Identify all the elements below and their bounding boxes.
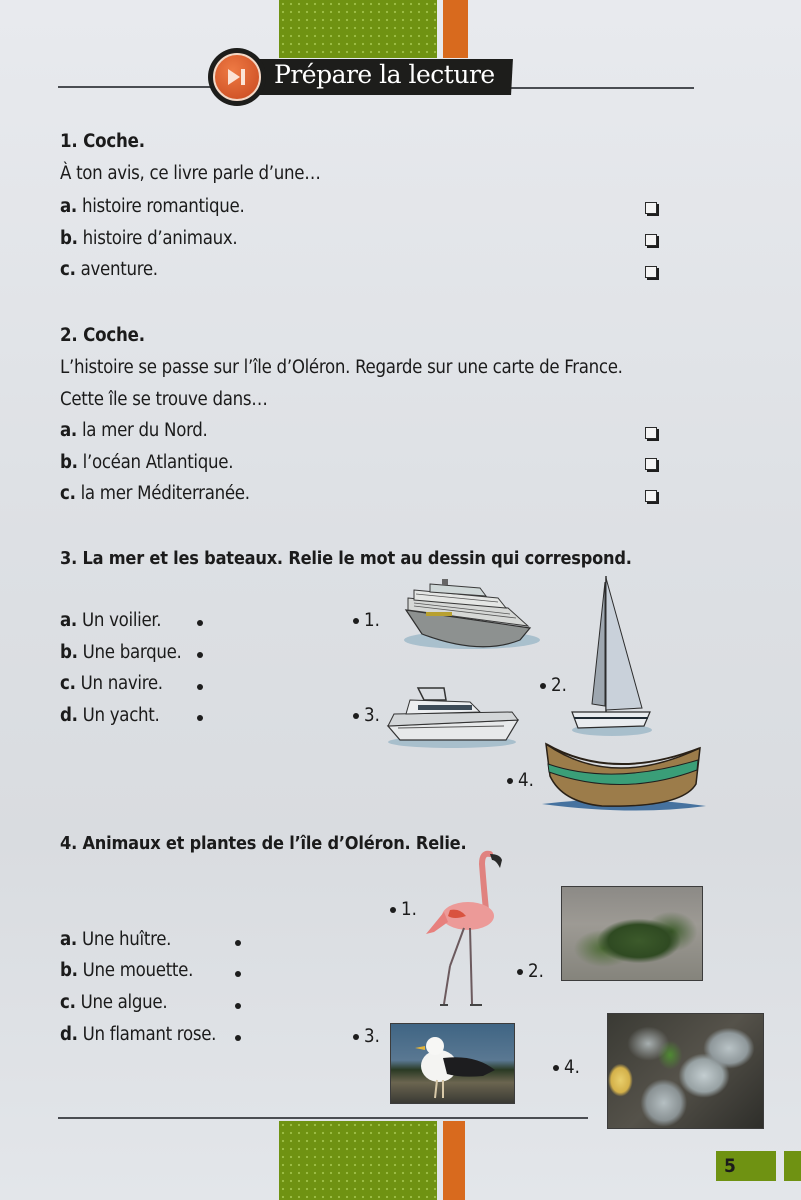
question-2-option-a: a. la mer du Nord. <box>60 420 208 441</box>
question-3-dot-a[interactable] <box>197 620 203 626</box>
question-1-option-a: a. histoire romantique. <box>60 196 245 217</box>
question-4-dot-c[interactable] <box>235 1003 241 1009</box>
question-4-picture-label-4[interactable]: 4. <box>553 1057 580 1078</box>
question-3-picture-label-1[interactable]: 1. <box>353 610 380 631</box>
rowboat-illustration <box>542 742 706 814</box>
question-4-title: 4. Animaux et plantes de l’île d’Oléron. Relie. <box>60 833 467 854</box>
question-4-item-a: a. Une huître. <box>60 929 172 950</box>
question-1-checkbox-b[interactable] <box>645 234 657 246</box>
question-3-dot-b[interactable] <box>197 652 203 658</box>
sailboat-illustration <box>568 572 654 738</box>
question-4-picture-label-1[interactable]: 1. <box>390 899 417 920</box>
question-4-dot-a[interactable] <box>235 940 241 946</box>
question-2-option-b: b. l’océan Atlantique. <box>60 452 234 473</box>
page-number: 5 <box>716 1151 776 1181</box>
section-header <box>208 48 518 108</box>
skip-forward-icon <box>226 67 248 87</box>
question-3-title: 3. La mer et les bateaux. Relie le mot au dessin qui correspond. <box>60 548 632 569</box>
page-number-tab <box>784 1151 801 1181</box>
question-1-option-c: c. aventure. <box>60 259 158 280</box>
question-1-checkbox-a[interactable] <box>645 202 657 214</box>
header-rule-left <box>58 86 218 88</box>
question-3-picture-label-3[interactable]: 3. <box>353 705 380 726</box>
question-4-dot-d[interactable] <box>235 1035 241 1041</box>
question-4-picture-label-2[interactable]: 2. <box>517 961 544 982</box>
section-title: Prépare la lecture <box>274 60 495 89</box>
question-2-prompt-line-1: L’histoire se passe sur l’île d’Oléron. Regarde sur une carte de France. <box>60 357 623 378</box>
question-2-checkbox-a[interactable] <box>645 427 657 439</box>
question-4-item-b: b. Une mouette. <box>60 960 194 981</box>
question-2-checkbox-b[interactable] <box>645 458 657 470</box>
question-2-title: 2. Coche. <box>60 325 145 346</box>
header-rule-right <box>510 87 694 89</box>
question-3-dot-d[interactable] <box>197 715 203 721</box>
question-1-option-b: b. histoire d’animaux. <box>60 228 238 249</box>
question-3-item-b: b. Une barque. <box>60 642 182 663</box>
oysters-photo <box>607 1013 764 1129</box>
bottom-orange-band <box>443 1121 465 1200</box>
question-4-picture-label-3[interactable]: 3. <box>353 1026 380 1047</box>
question-3-item-c: c. Un navire. <box>60 673 163 694</box>
question-3-dot-c[interactable] <box>197 684 203 690</box>
header-icon-badge <box>208 48 266 106</box>
question-1-prompt: À ton avis, ce livre parle d’une… <box>60 163 321 184</box>
flamingo-illustration <box>420 850 516 1010</box>
cruise-ship-illustration <box>400 578 542 658</box>
seagull-photo <box>390 1023 515 1104</box>
seagull-icon <box>391 1024 514 1103</box>
question-4-item-d: d. Un flamant rose. <box>60 1024 217 1045</box>
question-1-title: 1. Coche. <box>60 131 145 152</box>
seaweed-photo <box>561 886 703 981</box>
question-2-option-c: c. la mer Méditerranée. <box>60 483 250 504</box>
question-2-checkbox-c[interactable] <box>645 490 657 502</box>
yacht-illustration <box>384 684 520 750</box>
question-3-item-d: d. Un yacht. <box>60 705 160 726</box>
question-3-picture-label-2[interactable]: 2. <box>540 675 567 696</box>
bottom-green-band <box>279 1121 437 1200</box>
question-4-dot-b[interactable] <box>235 971 241 977</box>
question-4-item-c: c. Une algue. <box>60 992 168 1013</box>
question-3-item-a: a. Un voilier. <box>60 610 162 631</box>
question-3-picture-label-4[interactable]: 4. <box>507 770 534 791</box>
footer-rule <box>58 1117 588 1119</box>
question-2-prompt-line-2: Cette île se trouve dans… <box>60 389 268 410</box>
question-1-checkbox-c[interactable] <box>645 266 657 278</box>
